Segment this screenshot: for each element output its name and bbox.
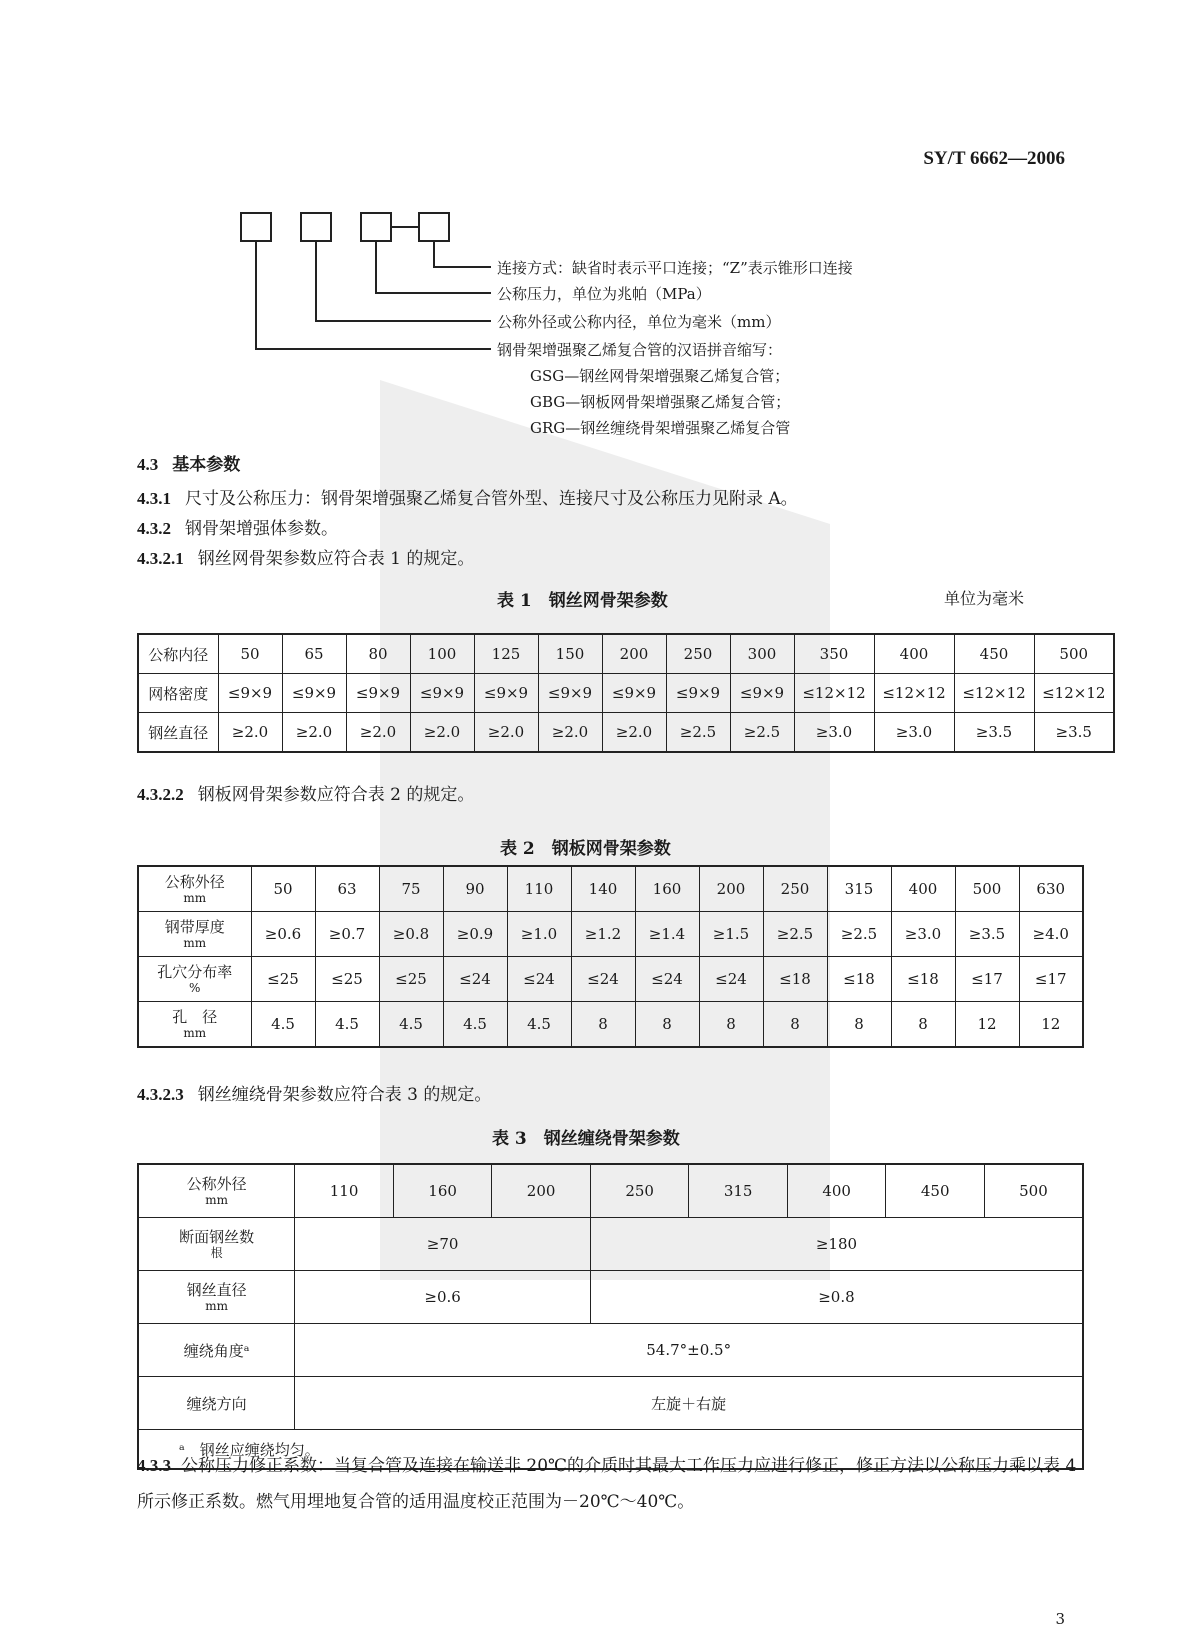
section-4-3-2-2: 4.3.2.2 钢板网骨架参数应符合表 2 的规定。: [137, 785, 475, 805]
table2-cell: ≥2.5: [763, 912, 827, 957]
table1-cell: 250: [666, 634, 730, 674]
table2-row: [138, 1002, 1083, 1048]
table3-dia-head: 钢丝直径 mm: [138, 1271, 295, 1324]
table3-row-angle: [138, 1324, 1083, 1377]
table1-cell: 125: [474, 634, 538, 674]
table2-caption: 表 2 钢板网骨架参数: [500, 839, 671, 859]
table1-cell: ≤12×12: [1034, 674, 1114, 713]
table1-cell: 150: [538, 634, 602, 674]
table3-row-dia: [138, 1271, 1083, 1324]
table1-cell: ≥3.0: [874, 713, 954, 753]
table1-cell: ≥2.5: [730, 713, 794, 753]
table1-cell: 350: [794, 634, 874, 674]
table3-cell: ≥70: [295, 1218, 591, 1271]
table2-cell: ≥1.0: [507, 912, 571, 957]
table2-cell: 630: [1019, 866, 1083, 912]
table2-cell: 200: [699, 866, 763, 912]
table1-cell: 50: [218, 634, 282, 674]
section-4-3-2: 4.3.2 钢骨架增强体参数。: [137, 519, 338, 539]
table3-angle-head: 缠绕角度ᵃ: [138, 1324, 295, 1377]
table3-cell: 54.7°±0.5°: [295, 1324, 1083, 1377]
table2-cell: ≥1.2: [571, 912, 635, 957]
table1-row: [138, 674, 1114, 713]
table1: [137, 633, 1115, 753]
table1-cell: ≤9×9: [218, 674, 282, 713]
table1-cell: ≤9×9: [538, 674, 602, 713]
table3-cell: ≥0.6: [295, 1271, 591, 1324]
diagram-box-4: [418, 212, 450, 242]
table1-cell: ≤12×12: [794, 674, 874, 713]
table2-row: [138, 866, 1083, 912]
table2-cell: 4.5: [443, 1002, 507, 1048]
table2-cell: ≤17: [1019, 957, 1083, 1002]
table1-cell: ≥2.5: [666, 713, 730, 753]
table1-cell: 300: [730, 634, 794, 674]
table3-cell: 400: [787, 1164, 886, 1218]
table1-row: [138, 713, 1114, 753]
table2-row: [138, 912, 1083, 957]
diagram-label-diameter: 公称外径或公称内径，单位为毫米（mm）: [497, 313, 781, 331]
table2-cell: ≥3.5: [955, 912, 1019, 957]
table2-cell: 160: [635, 866, 699, 912]
table2-cell: ≤24: [571, 957, 635, 1002]
table2-cell: 8: [571, 1002, 635, 1048]
table1-cell: 200: [602, 634, 666, 674]
standard-code: SY/T 6662—2006: [923, 148, 1065, 169]
table2-cell: 500: [955, 866, 1019, 912]
table2-row-head: 孔 径 mm: [138, 1002, 251, 1048]
table2-cell: ≤25: [315, 957, 379, 1002]
table2-cell: ≥0.7: [315, 912, 379, 957]
table2-cell: 4.5: [379, 1002, 443, 1048]
table2-cell: 8: [891, 1002, 955, 1048]
diagram-label-gsg: GSG—钢丝网骨架增强聚乙烯复合管；: [530, 367, 790, 385]
diagram-label-gbg: GBG—钢板网骨架增强聚乙烯复合管；: [530, 393, 791, 411]
table2-row-head: 公称外径 mm: [138, 866, 251, 912]
table1-cell: 65: [282, 634, 346, 674]
table2-cell: 400: [891, 866, 955, 912]
table2-cell: 110: [507, 866, 571, 912]
table1-cell: ≤9×9: [730, 674, 794, 713]
table2-cell: ≤17: [955, 957, 1019, 1002]
section-4-3: 4.3 基本参数: [137, 455, 241, 475]
table3-od-head: 公称外径 mm: [138, 1164, 295, 1218]
table3-cell: ≥0.8: [590, 1271, 1083, 1324]
table1-cell: ≥2.0: [282, 713, 346, 753]
table2-cell: 8: [635, 1002, 699, 1048]
table1-cell: ≤9×9: [666, 674, 730, 713]
table2-cell: 4.5: [507, 1002, 571, 1048]
table3-row-dir: [138, 1377, 1083, 1430]
table1-cell: ≤9×9: [474, 674, 538, 713]
table2-cell: ≤24: [635, 957, 699, 1002]
table1-cell: ≤9×9: [410, 674, 474, 713]
table1-cell: ≥2.0: [218, 713, 282, 753]
table1-cell: ≥3.5: [1034, 713, 1114, 753]
table1-cell: 500: [1034, 634, 1114, 674]
table2-cell: 4.5: [251, 1002, 315, 1048]
table2-cell: ≤18: [827, 957, 891, 1002]
table2-cell: ≤24: [443, 957, 507, 1002]
section-4-3-3: 4.3.3 公称压力修正系数：当复合管及连接在输送非 20℃的介质时其最大工作压力应进行修正，修正方法以公称压力乘以表 4 所示修正系数。燃气用埋地复合管的适用温度校正范围为－20℃～40℃。: [137, 1456, 1077, 1512]
table3-row-od: [138, 1164, 1083, 1218]
section-4-3-2-1: 4.3.2.1 钢丝网骨架参数应符合表 1 的规定。: [137, 549, 475, 569]
diagram-box-1: [240, 212, 272, 242]
table2-cell: ≥1.5: [699, 912, 763, 957]
table3: [137, 1163, 1084, 1470]
table2-cell: ≥1.4: [635, 912, 699, 957]
table2-cell: 315: [827, 866, 891, 912]
table1-row: [138, 634, 1114, 674]
table2-cell: ≥0.6: [251, 912, 315, 957]
table2-cell: ≥0.8: [379, 912, 443, 957]
table3-row-wires: [138, 1218, 1083, 1271]
table3-cell: 315: [689, 1164, 788, 1218]
table2-cell: 250: [763, 866, 827, 912]
table1-cell: ≤9×9: [346, 674, 410, 713]
table2-cell: 50: [251, 866, 315, 912]
table2-cell: ≤25: [379, 957, 443, 1002]
diagram-box-2: [300, 212, 332, 242]
table3-cell: 110: [295, 1164, 394, 1218]
table3-cell: 250: [590, 1164, 689, 1218]
table1-row-head: 钢丝直径: [138, 713, 218, 753]
diagram-label-abbrev: 钢骨架增强聚乙烯复合管的汉语拼音缩写：: [497, 341, 783, 359]
table2-cell: 4.5: [315, 1002, 379, 1048]
table1-cell: ≤9×9: [282, 674, 346, 713]
table1-cell: ≤9×9: [602, 674, 666, 713]
table3-note: ᵃ 钢丝应缠绕均匀。: [138, 1430, 1083, 1470]
table2-cell: ≥2.5: [827, 912, 891, 957]
table2-cell: ≤18: [891, 957, 955, 1002]
table2-cell: 63: [315, 866, 379, 912]
table1-row-head: 网格密度: [138, 674, 218, 713]
table1-unit: 单位为毫米: [944, 589, 1025, 608]
table2-row: [138, 957, 1083, 1002]
table2-cell: ≤25: [251, 957, 315, 1002]
table2-cell: ≥3.0: [891, 912, 955, 957]
table1-caption: 表 1 钢丝网骨架参数: [497, 591, 668, 611]
table2: [137, 865, 1084, 1048]
table2-cell: ≥4.0: [1019, 912, 1083, 957]
table1-cell: ≥2.0: [346, 713, 410, 753]
table2-cell: 8: [763, 1002, 827, 1048]
table2-cell: ≤24: [699, 957, 763, 1002]
table3-cell: 450: [886, 1164, 985, 1218]
table3-cell: 左旋＋右旋: [295, 1377, 1083, 1430]
table3-caption: 表 3 钢丝缠绕骨架参数: [492, 1129, 680, 1149]
page-number: 3: [1055, 1610, 1065, 1628]
table1-cell: ≤12×12: [874, 674, 954, 713]
diagram-label-connection: 连接方式：缺省时表示平口连接；“Z”表示锥形口连接: [497, 259, 853, 277]
table1-cell: 80: [346, 634, 410, 674]
table2-row-head: 钢带厚度 mm: [138, 912, 251, 957]
table1-cell: ≥2.0: [410, 713, 474, 753]
diagram-label-grg: GRG—钢丝缠绕骨架增强聚乙烯复合管: [530, 419, 791, 437]
table2-cell: 8: [827, 1002, 891, 1048]
table1-cell: ≥2.0: [474, 713, 538, 753]
table1-cell: 400: [874, 634, 954, 674]
table3-cell: 160: [393, 1164, 492, 1218]
table2-row-head: 孔穴分布率 %: [138, 957, 251, 1002]
table3-cell: 200: [492, 1164, 591, 1218]
section-4-3-1: 4.3.1 尺寸及公称压力：钢骨架增强聚乙烯复合管外型、连接尺寸及公称压力见附录 A。: [137, 489, 798, 509]
table1-cell: ≥3.5: [954, 713, 1034, 753]
table1-row-head: 公称内径: [138, 634, 218, 674]
diagram-label-pressure: 公称压力，单位为兆帕（MPa）: [497, 285, 711, 303]
table3-cell: 500: [984, 1164, 1083, 1218]
table1-cell: 450: [954, 634, 1034, 674]
table2-cell: 12: [1019, 1002, 1083, 1048]
table1-cell: ≥2.0: [538, 713, 602, 753]
table2-cell: 90: [443, 866, 507, 912]
table1-cell: ≥3.0: [794, 713, 874, 753]
table1-cell: 100: [410, 634, 474, 674]
table2-cell: ≤18: [763, 957, 827, 1002]
table3-wires-head: 断面钢丝数 根: [138, 1218, 295, 1271]
table2-cell: 75: [379, 866, 443, 912]
diagram-box-3: [360, 212, 392, 242]
table2-cell: ≥0.9: [443, 912, 507, 957]
section-4-3-2-3: 4.3.2.3 钢丝缠绕骨架参数应符合表 3 的规定。: [137, 1085, 492, 1105]
table3-dir-head: 缠绕方向: [138, 1377, 295, 1430]
table1-cell: ≥2.0: [602, 713, 666, 753]
table2-cell: 8: [699, 1002, 763, 1048]
table1-cell: ≤12×12: [954, 674, 1034, 713]
table2-cell: 12: [955, 1002, 1019, 1048]
table2-cell: 140: [571, 866, 635, 912]
table2-cell: ≤24: [507, 957, 571, 1002]
table3-cell: ≥180: [590, 1218, 1083, 1271]
